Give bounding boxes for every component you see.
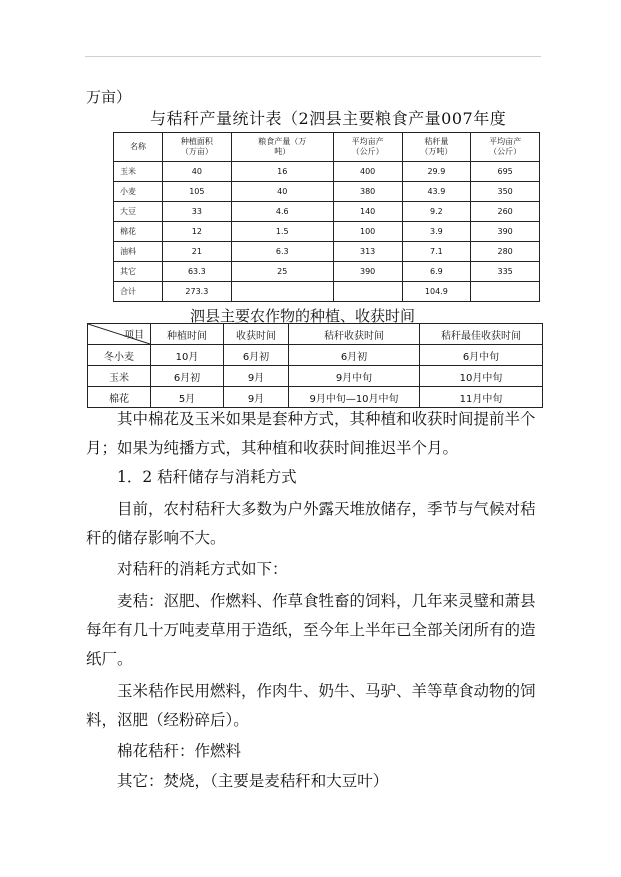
table-cell: 6月初 bbox=[224, 345, 289, 366]
table2-corner-cell bbox=[88, 324, 151, 345]
table1-header-cell: 名称 bbox=[114, 133, 163, 162]
table-cell: 25 bbox=[231, 262, 333, 282]
paragraph-intercrop-note: 其中棉花及玉米如果是套种方式，其种植和收获时间提前半个月；如果为纯播方式，其种植和收获时间推迟半个月。 bbox=[86, 410, 536, 457]
table-row bbox=[114, 202, 540, 222]
table-cell: 11月中旬 bbox=[420, 387, 543, 408]
table-cell: 390 bbox=[333, 262, 402, 282]
paragraph-cotton-straw: 棉花秸秆：作燃料 bbox=[117, 742, 242, 760]
paragraph-consumption-intro: 对秸秆的消耗方式如下： bbox=[117, 560, 288, 578]
table-cell: 12 bbox=[163, 222, 232, 242]
table-cell: 273.3 bbox=[163, 282, 232, 302]
table-cell: 695 bbox=[471, 162, 540, 182]
table-row bbox=[114, 262, 540, 282]
table2-title: 泗县主要农作物的种植、收获时间 bbox=[190, 307, 416, 325]
table2-header-row bbox=[88, 324, 543, 345]
table-cell: 棉花 bbox=[114, 222, 163, 242]
table-cell: 10月中旬 bbox=[420, 366, 543, 387]
table-row bbox=[114, 282, 540, 302]
planting-harvest-table bbox=[87, 323, 543, 408]
table-cell: 260 bbox=[471, 202, 540, 222]
paragraph-wheat-straw: 麦秸：沤肥、作燃料、作草食牲畜的饲料，几年来灵璧和萧县每年有几十万吨麦草用于造纸，至今年上半年已全部关闭所有的造纸厂。 bbox=[86, 592, 536, 668]
table-cell: 小麦 bbox=[114, 182, 163, 202]
table-cell: 9月 bbox=[224, 366, 289, 387]
paragraph-storage: 目前，农村秸秆大多数为户外露天堆放储存，季节与气候对秸秆的储存影响不大。 bbox=[86, 500, 536, 547]
table-cell: 合计 bbox=[114, 282, 163, 302]
table-row bbox=[88, 345, 543, 366]
table2-header-cell: 种植时间 bbox=[151, 324, 224, 345]
table-row bbox=[114, 182, 540, 202]
table-cell: 7.1 bbox=[402, 242, 471, 262]
table1-title: 与秸秆产量统计表（2泗县主要粮食产量007年度 bbox=[150, 109, 507, 128]
table-cell: 大豆 bbox=[114, 202, 163, 222]
table2-header-cell: 秸秆最佳收获时间 bbox=[420, 324, 543, 345]
table-cell: 335 bbox=[471, 262, 540, 282]
table-row bbox=[114, 162, 540, 182]
table1-header-cell: 平均亩产 （公斤） bbox=[471, 133, 540, 162]
table-cell: 29.9 bbox=[402, 162, 471, 182]
header-rule bbox=[85, 56, 541, 57]
table-cell: 6.9 bbox=[402, 262, 471, 282]
corner-label: 项目 bbox=[124, 330, 144, 341]
table-cell: 9月中旬 bbox=[289, 366, 420, 387]
table-cell: 其它 bbox=[114, 262, 163, 282]
table-cell: 6月中旬 bbox=[420, 345, 543, 366]
paragraph-corn-straw: 玉米秸作民用燃料，作肉牛、奶牛、马驴、羊等草食动物的饲料，沤肥（经粉碎后）。 bbox=[86, 682, 536, 729]
table-cell: 3.9 bbox=[402, 222, 471, 242]
table-cell: 10月 bbox=[151, 345, 224, 366]
table-cell: 9月中旬—10月中旬 bbox=[289, 387, 420, 408]
straw-yield-table bbox=[113, 132, 540, 302]
table1-header-cell: 种植面积 （万亩） bbox=[163, 133, 232, 162]
table-cell: 4.6 bbox=[231, 202, 333, 222]
table-cell: 冬小麦 bbox=[88, 345, 151, 366]
table-cell: 43.9 bbox=[402, 182, 471, 202]
table1-header-cell: 平均亩产 （公斤） bbox=[333, 133, 402, 162]
table-cell: 100 bbox=[333, 222, 402, 242]
table-cell: 33 bbox=[163, 202, 232, 222]
table-cell: 63.3 bbox=[163, 262, 232, 282]
table2-header-cell: 秸秆收获时间 bbox=[289, 324, 420, 345]
table-cell: 21 bbox=[163, 242, 232, 262]
table-cell bbox=[471, 282, 540, 302]
table-cell: 1.5 bbox=[231, 222, 333, 242]
table-row bbox=[114, 222, 540, 242]
table-cell: 350 bbox=[471, 182, 540, 202]
table1-header-row bbox=[114, 133, 540, 162]
section-heading: 1．2 秸秆储存与消耗方式 bbox=[117, 468, 297, 486]
table-cell: 玉米 bbox=[88, 366, 151, 387]
table-cell: 40 bbox=[163, 162, 232, 182]
table-cell: 16 bbox=[231, 162, 333, 182]
table1-header-cell: 粮食产量（万 吨） bbox=[231, 133, 333, 162]
table-cell: 400 bbox=[333, 162, 402, 182]
table-cell bbox=[333, 282, 402, 302]
table-cell: 6.3 bbox=[231, 242, 333, 262]
table-cell: 6月初 bbox=[289, 345, 420, 366]
table1-header-cell: 秸秆量 （万吨） bbox=[402, 133, 471, 162]
table-cell: 9.2 bbox=[402, 202, 471, 222]
table-cell: 玉米 bbox=[114, 162, 163, 182]
table-cell: 油料 bbox=[114, 242, 163, 262]
table-cell: 105 bbox=[163, 182, 232, 202]
table-cell: 6月初 bbox=[151, 366, 224, 387]
paragraph-other: 其它：焚烧，（主要是麦秸秆和大豆叶） bbox=[117, 772, 389, 790]
table-cell: 313 bbox=[333, 242, 402, 262]
table-cell: 5月 bbox=[151, 387, 224, 408]
table-cell: 280 bbox=[471, 242, 540, 262]
table-cell: 140 bbox=[333, 202, 402, 222]
table-row bbox=[88, 366, 543, 387]
table-cell bbox=[231, 282, 333, 302]
table-cell: 40 bbox=[231, 182, 333, 202]
unit-fragment: 万亩） bbox=[86, 88, 132, 106]
table-cell: 380 bbox=[333, 182, 402, 202]
table-cell: 棉花 bbox=[88, 387, 151, 408]
table-cell: 390 bbox=[471, 222, 540, 242]
table2-header-cell: 收获时间 bbox=[224, 324, 289, 345]
table-cell: 104.9 bbox=[402, 282, 471, 302]
table-row bbox=[114, 242, 540, 262]
table-cell: 9月 bbox=[224, 387, 289, 408]
